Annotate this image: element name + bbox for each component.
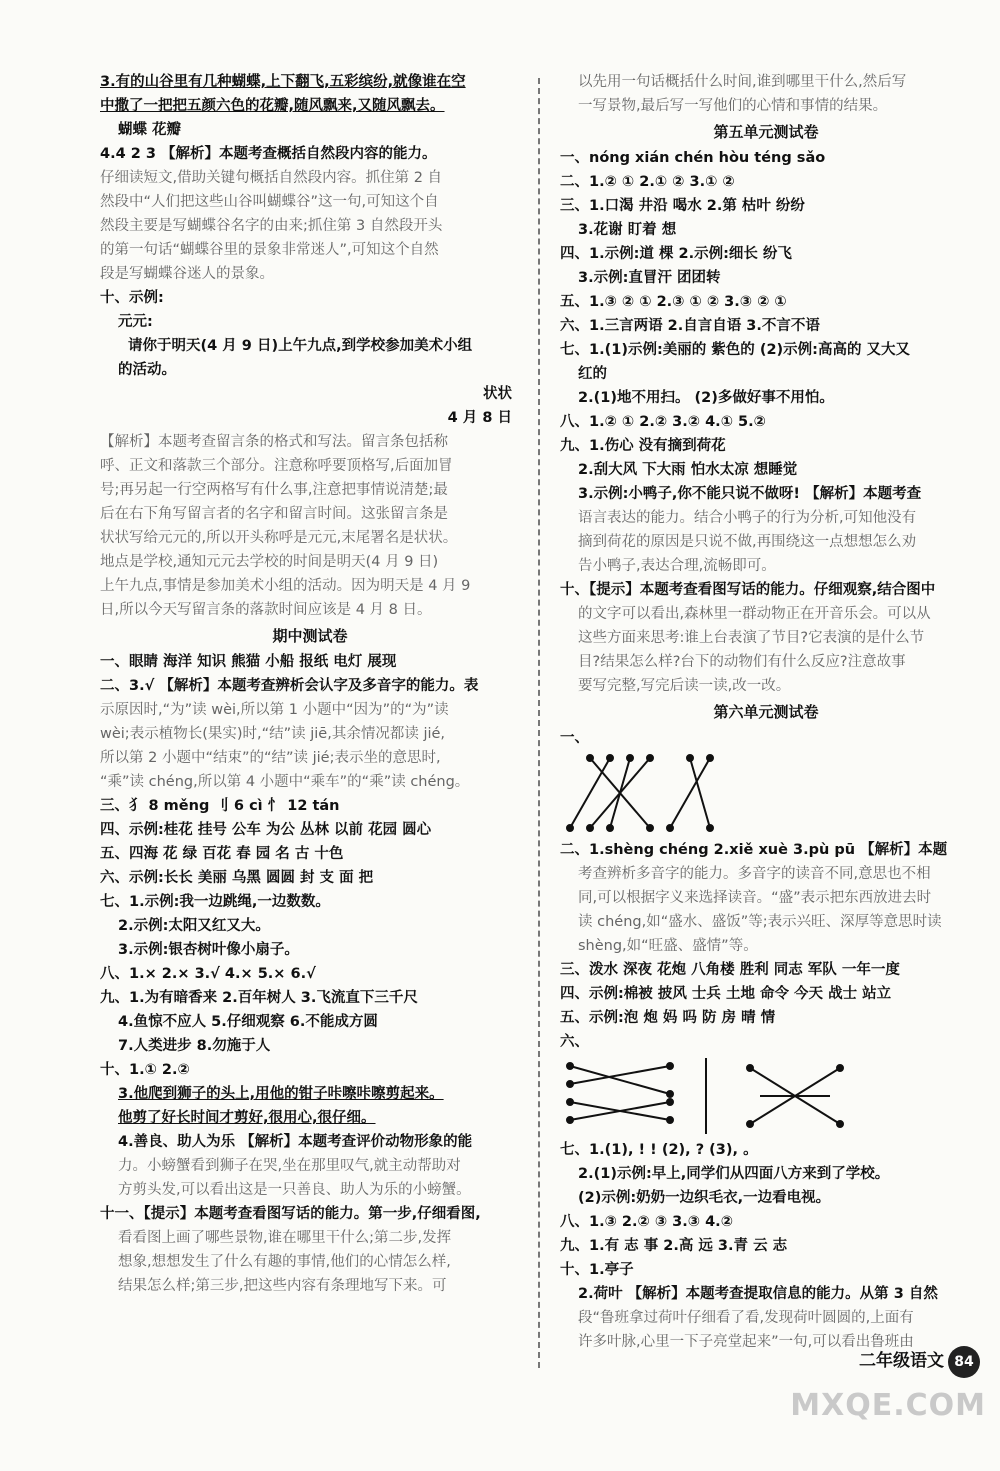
text-line: 上午九点,事情是参加美术小组的活动。因为明天是 4 月 9 (100, 578, 471, 594)
text-line: 八、1.× 2.× 3.√ 4.× 5.× 6.√ (100, 966, 316, 982)
text-line: 3.有的山谷里有几种蝴蝶,上下翻飞,五彩缤纷,就像谁在空 (100, 74, 466, 90)
text-line: 3.花谢 盯着 想 (578, 222, 677, 238)
text-line: 的活动。 (118, 362, 176, 378)
text-line: 十一、【提示】本题考查看图写话的能力。第一步,仔细看图, (100, 1206, 481, 1222)
text-line: 日,所以今天写留言条的落款时间应该是 4 月 8 日。 (100, 602, 432, 618)
text-line: 段是写蝴蝶谷迷人的景象。 (100, 266, 274, 282)
text-line: 五、示例:泡 炮 妈 吗 防 房 晴 情 (560, 1010, 776, 1026)
text-line: 蝴蝶 花瓣 (118, 122, 182, 138)
left-answers-part1 (100, 70, 520, 622)
text-line: 4.4 2 3 【解析】本题考查概括自然段内容的能力。 (100, 146, 437, 162)
text-line: 然段主要是写蝴蝶谷名字的由来;抓住第 3 自然段开头 (100, 218, 443, 234)
text-line: 四、示例:棉被 披风 士兵 土地 命令 今天 战士 站立 (560, 986, 892, 1002)
text-line: 三、泼水 深夜 花炮 八角楼 胜利 同志 军队 一年一度 (560, 962, 900, 978)
text-line: 2.示例:太阳又红又大。 (118, 918, 270, 934)
question-1-label: 一、 (560, 730, 589, 746)
text-line: 一、nóng xián chén hòu téng sǎo (560, 150, 826, 166)
text-line: 四、示例:桂花 挂号 公车 为公 丛林 以前 花园 圆心 (100, 822, 432, 838)
text-line: 7.人类进步 8.勿施于人 (118, 1038, 271, 1054)
text-line: 段“鲁班拿过荷叶仔细看了看,发现荷叶圆圆的,上面有 (578, 1310, 914, 1326)
text-line: 3.示例:直冒汗 团团转 (578, 270, 721, 286)
right-answers-unit6-part2 (560, 1138, 972, 1354)
column-divider (538, 78, 540, 1368)
page-number: 84 (948, 1346, 980, 1378)
matching-lines-diagram-1 (560, 754, 800, 832)
text-line: 四、1.示例:道 棵 2.示例:细长 纷飞 (560, 246, 792, 262)
text-line: 八、1.② ① 2.② 3.② 4.① 5.② (560, 414, 766, 430)
text-line: 读 chéng,如“盛水、盛饭”等;表示兴旺、深厚等意思时读 (578, 914, 942, 930)
text-line: 六、示例:长长 美丽 乌黑 圆圆 封 支 面 把 (100, 870, 374, 886)
text-line: 请你于明天(4 月 9 日)上午九点,到学校参加美术小组 (128, 338, 473, 354)
text-line: 六、1.三言两语 2.自言自语 3.不言不语 (560, 318, 820, 334)
text-line: 一写景物,最后写一写他们的心情和事情的结果。 (578, 98, 888, 114)
right-answers-unit6-part1 (560, 838, 972, 1030)
text-line: 3.示例:银杏树叶像小扇子。 (118, 942, 299, 958)
text-line: 五、四海 花 绿 百花 春 园 名 古 十色 (100, 846, 344, 862)
text-line: 十、1.① 2.② (100, 1062, 190, 1078)
text-line: 同,可以根据字义来选择读音。“盛”表示把东西放进去时 (578, 890, 932, 906)
text-line: 十、1.亭子 (560, 1262, 634, 1278)
text-line: 八、1.③ 2.② ③ 3.③ 4.② (560, 1214, 733, 1230)
text-line: 七、1.示例:我一边跳绳,一边数数。 (100, 894, 330, 910)
text-line: 地点是学校,通知元元去学校的时间是明天(4 月 9 日) (100, 554, 439, 570)
text-line: 号;再另起一行空两格写有什么事,注意把事情说清楚;最 (100, 482, 448, 498)
text-line: 这些方面来思考:谁上台表演了节目?它表演的是什么节 (578, 630, 925, 646)
right-answers-unit5 (560, 146, 972, 698)
text-line: 4.鱼惊不应人 5.仔细观察 6.不能成方圆 (118, 1014, 378, 1030)
text-line: 三、犭 8 měng 刂 6 cì 忄 12 tán (100, 798, 340, 814)
text-line: 3.示例:小鸭子,你不能只说不做呀! 【解析】本题考查 (578, 486, 922, 502)
text-line: 3.他爬到狮子的头上,用他的钳子咔嚓咔嚓剪起来。 (118, 1086, 444, 1102)
text-line: 二、1.② ① 2.① ② 3.① ② (560, 174, 735, 190)
text-line: 的第一句话“蝴蝶谷里的景象非常迷人”,可知这个自然 (100, 242, 439, 258)
text-line: 目?结果怎么样?台下的动物们有什么反应?注意故事 (578, 654, 906, 670)
text-line: 看看图上画了哪些景物,谁在哪里干什么;第二步,发挥 (118, 1230, 452, 1246)
question-6-label: 六、 (560, 1034, 589, 1050)
text-line: 呼、正文和落款三个部分。注意称呼要顶格写,后面加冒 (100, 458, 453, 474)
text-line: 许多叶脉,心里一下子亮堂起来”一句,可以看出鲁班由 (578, 1334, 914, 1350)
matching-lines-diagram-2 (560, 1054, 860, 1138)
text-line: 七、1.(1), ! ! (2), ? (3), 。 (560, 1142, 758, 1158)
section-title-unit6: 第六单元测试卷 (713, 703, 819, 721)
text-line: 然段中“人们把这些山谷叫蝴蝶谷”这一句,可知这个自 (100, 194, 439, 210)
text-line: 结果怎么样;第三步,把这些内容有条理地写下来。可 (118, 1278, 447, 1294)
text-line: 三、1.口渴 井沿 喝水 2.第 枯叶 纷纷 (560, 198, 805, 214)
text-line: 元元: (118, 314, 153, 330)
text-line: 【解析】本题考查留言条的格式和写法。留言条包括称 (100, 434, 448, 450)
text-line: 考查辨析多音字的能力。多音字的读音不同,意思也不相 (578, 866, 931, 882)
left-answers-part2 (100, 650, 520, 1298)
text-line: 4 月 8 日 (447, 410, 512, 426)
text-line: shèng,如“旺盛、盛情”等。 (578, 938, 758, 954)
text-line: 状状 (483, 386, 512, 402)
right-column (560, 70, 972, 1354)
right-intro (560, 70, 972, 118)
footer-label: 二年级语文 (859, 1351, 944, 1371)
section-title-midterm: 期中测试卷 (272, 627, 348, 645)
text-line: 2.(1)地不用扫。 (2)多做好事不用怕。 (578, 390, 834, 406)
text-line: 告小鸭子,表达合理,流畅即可。 (578, 558, 776, 574)
section-title-unit5: 第五单元测试卷 (713, 123, 819, 141)
text-line: 4.善良、助人为乐 【解析】本题考查评价动物形象的能 (118, 1134, 473, 1150)
text-line: 九、1.为有暗香来 2.百年树人 3.飞流直下三千尺 (100, 990, 418, 1006)
text-line: 语言表达的能力。结合小鸭子的行为分析,可知他没有 (578, 510, 917, 526)
text-line: 的文字可以看出,森林里一群动物正在开音乐会。可以从 (578, 606, 931, 622)
text-line: 十、示例: (100, 290, 164, 306)
text-line: 所以第 2 小题中“结束”的“结”读 jié;表示坐的意思时, (100, 750, 441, 766)
text-line: 二、3.√ 【解析】本题考查辨析会认字及多音字的能力。表 (100, 678, 479, 694)
text-line: 力。小螃蟹看到狮子在哭,坐在那里叹气,就主动帮助对 (118, 1158, 461, 1174)
text-line: 2.(1)示例:早上,同学们从四面八方来到了学校。 (578, 1166, 890, 1182)
text-line: 一、眼睛 海洋 知识 熊猫 小船 报纸 电灯 展现 (100, 654, 397, 670)
watermark-logo: MXQE.COM (790, 1388, 986, 1423)
text-line: 仔细读短文,借助关键句概括自然段内容。抓住第 2 自 (100, 170, 443, 186)
text-line: 要写完整,写完后读一读,改一改。 (578, 678, 791, 694)
text-line: 2.刮大风 下大雨 怕水太凉 想睡觉 (578, 462, 798, 478)
text-line: “乘”读 chéng,所以第 4 小题中“乘车”的“乘”读 chéng。 (100, 774, 470, 790)
text-line: 后在右下角写留言者的名字和留言时间。这张留言条是 (100, 506, 448, 522)
text-line: (2)示例:奶奶一边织毛衣,一边看电视。 (578, 1190, 831, 1206)
text-line: wèi;表示植物长(果实)时,“结”读 jiē,其余情况都读 jié, (100, 726, 446, 742)
text-line: 示原因时,“为”读 wèi,所以第 1 小题中“因为”的“为”读 (100, 702, 449, 718)
text-line: 九、1.伤心 没有摘到荷花 (560, 438, 726, 454)
text-line: 二、1.shèng chéng 2.xiě xuè 3.pù pū 【解析】本题 (560, 842, 948, 858)
text-line: 红的 (578, 366, 607, 382)
text-line: 中撒了一把把五颜六色的花瓣,随风飘来,又随风飘去。 (100, 98, 445, 114)
text-line: 九、1.有 志 事 2.高 远 3.青 云 志 (560, 1238, 788, 1254)
text-line: 以先用一句话概括什么时间,谁到哪里干什么,然后写 (578, 74, 907, 90)
text-line: 七、1.(1)示例:美丽的 紫色的 (2)示例:高高的 又大又 (560, 342, 911, 358)
text-line: 他剪了好长时间才剪好,很用心,很仔细。 (118, 1110, 376, 1126)
text-line: 状状写给元元的,所以开头称呼是元元,末尾署名是状状。 (100, 530, 458, 546)
text-line: 十、【提示】本题考查看图写话的能力。仔细观察,结合图中 (560, 582, 936, 598)
text-line: 想象,想想发生了什么有趣的事情,他们的心情怎么样, (118, 1254, 451, 1270)
left-column (100, 70, 520, 1298)
text-line: 方剪头发,可以看出这是一只善良、助人为乐的小螃蟹。 (118, 1182, 471, 1198)
text-line: 五、1.③ ② ① 2.③ ① ② 3.③ ② ① (560, 294, 787, 310)
page-footer (859, 1346, 980, 1378)
text-line: 2.荷叶 【解析】本题考查提取信息的能力。从第 3 自然 (578, 1286, 938, 1302)
text-line: 摘到荷花的原因是只说不做,再围绕这一点想想怎么劝 (578, 534, 917, 550)
